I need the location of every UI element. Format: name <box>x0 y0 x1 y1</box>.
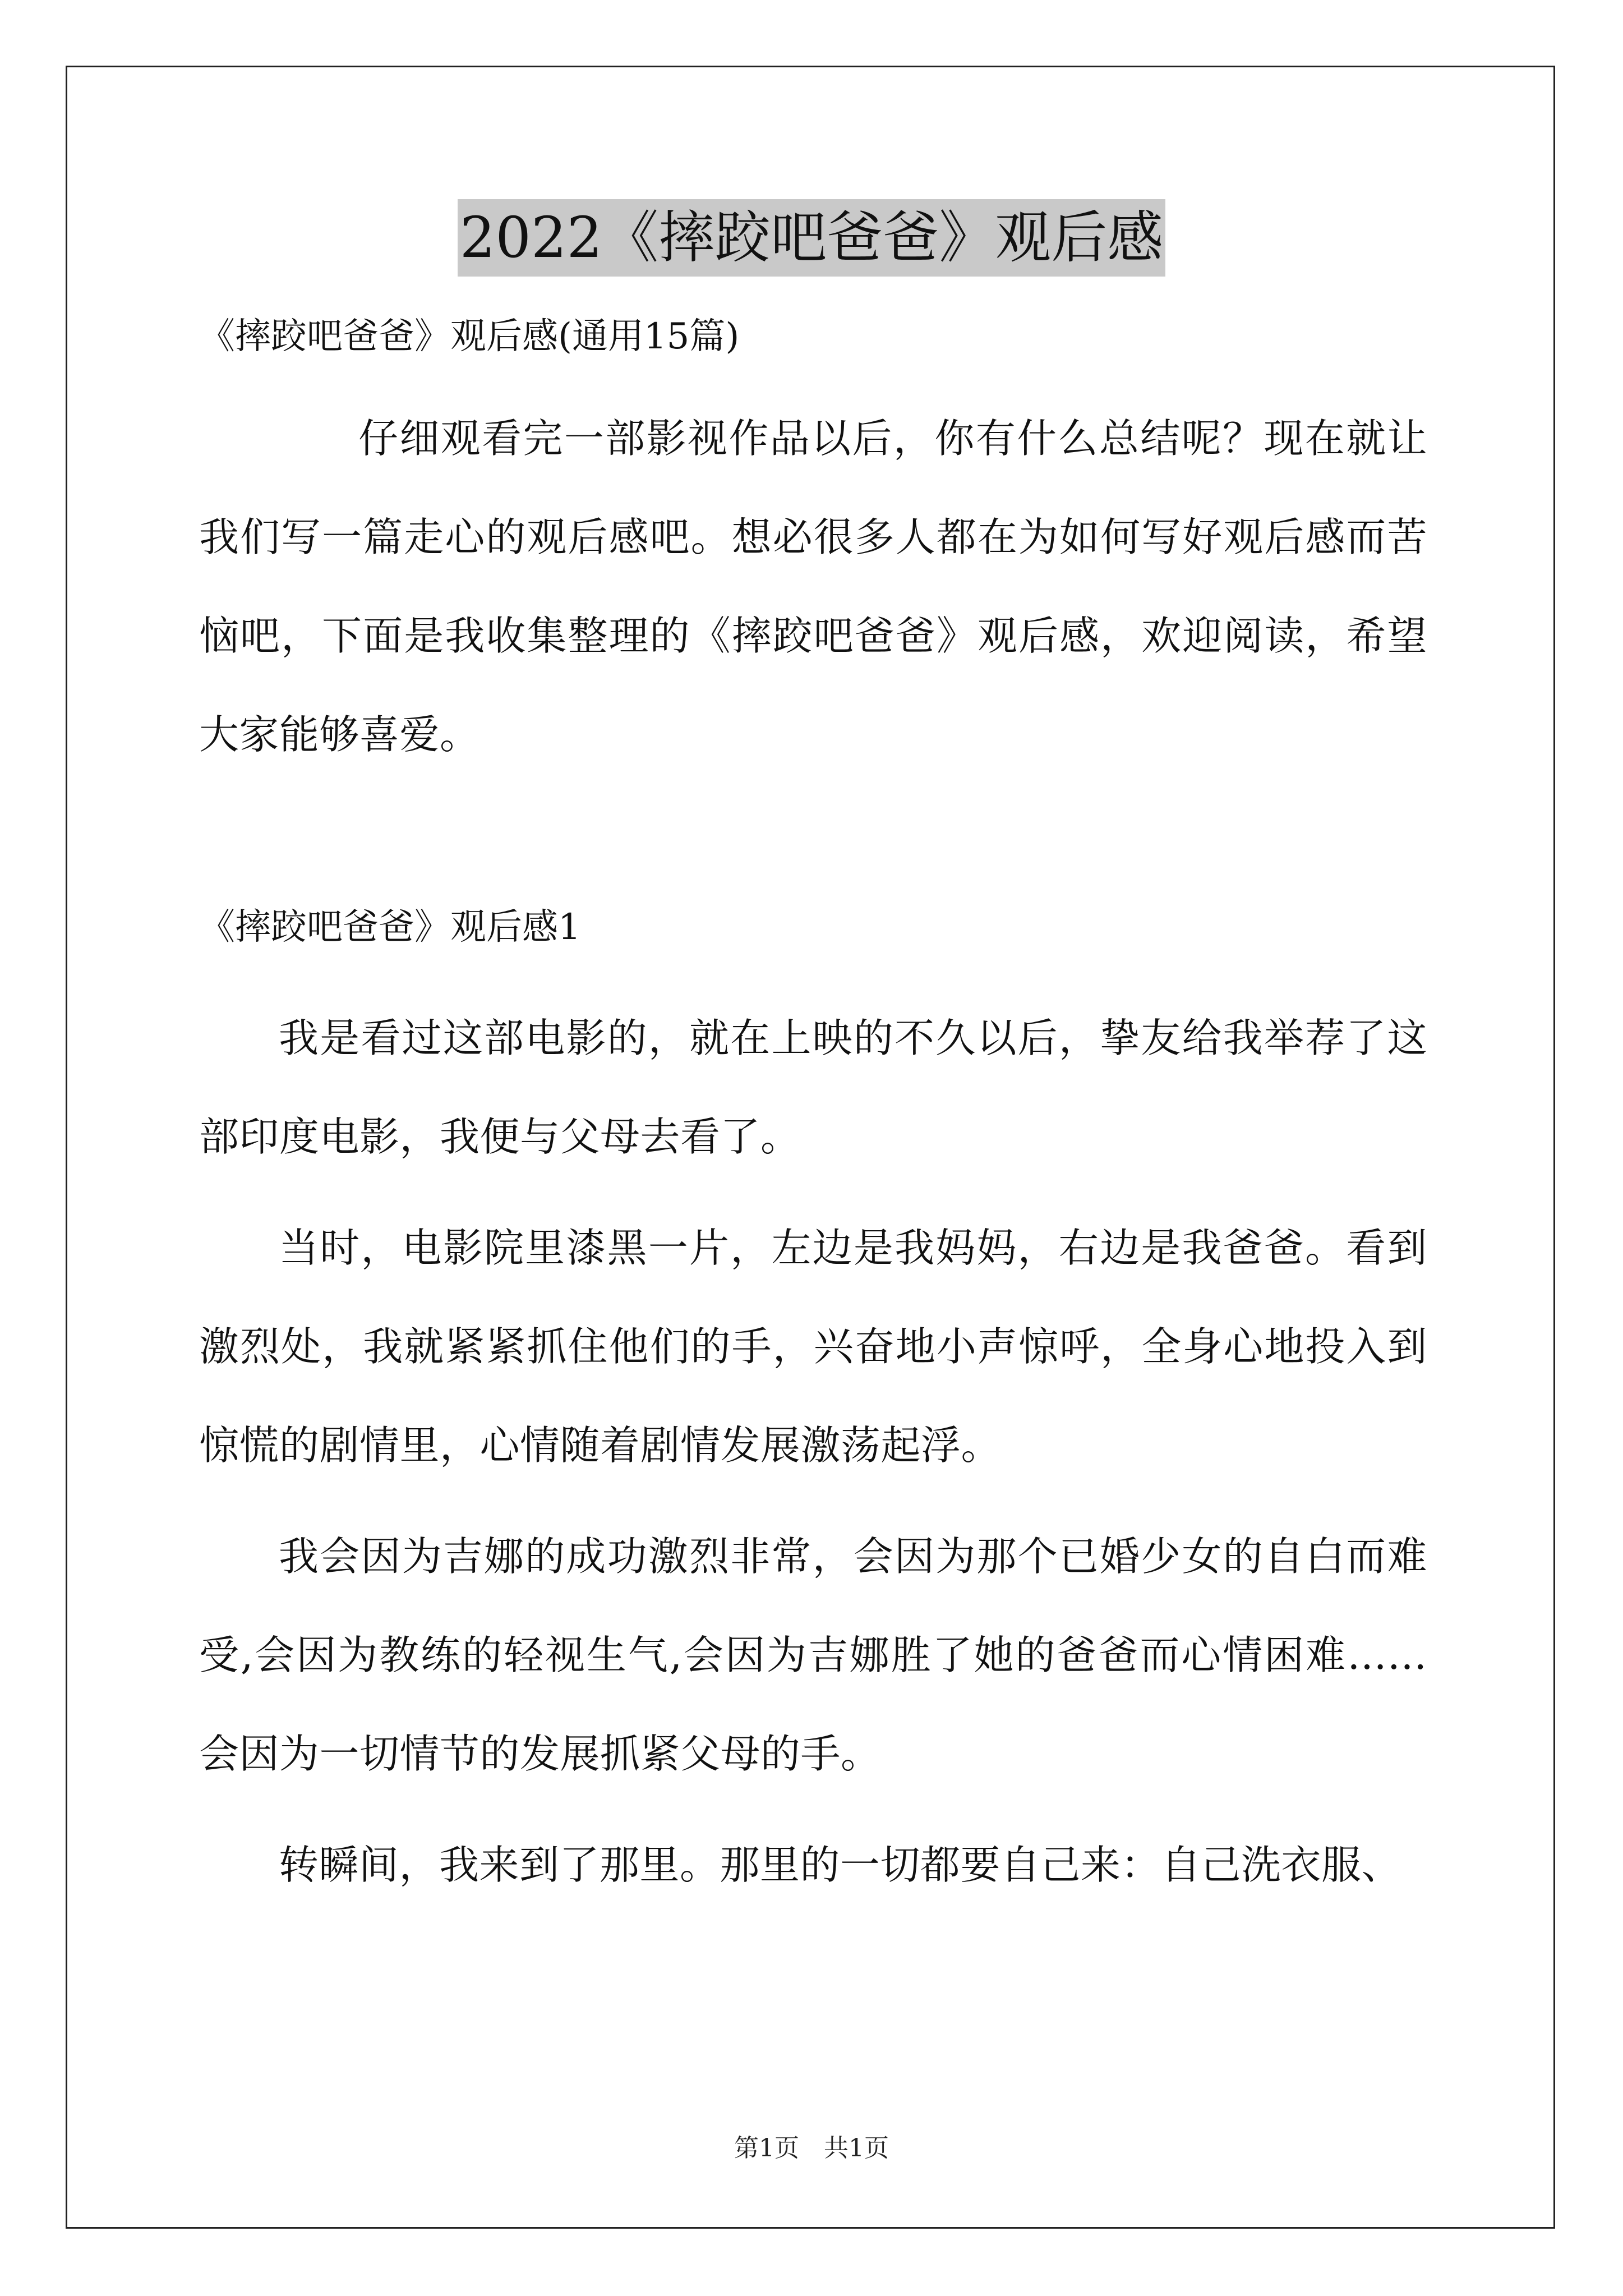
document-body <box>199 292 1427 1915</box>
document-subtitle: 《摔跤吧爸爸》观后感(通用15篇) <box>199 316 740 357</box>
intro-paragraph: 仔细观看完一部影视作品以后，你有什么总结呢？现在就让我们写一篇走心的观后感吧。想必很多人都在为如何写好观后感而苦恼吧，下面是我收集整理的《摔跤吧爸爸》观后感，欢迎阅读，希望大家能够喜爱。 <box>199 415 1427 758</box>
body-paragraph-3: 我会因为吉娜的成功激烈非常，会因为那个已婚少女的自白而难受,会因为教练的轻视生气,会因为吉娜胜了她的爸爸而心情困难……会因为一切情节的发展抓紧父母的手。 <box>199 1533 1427 1777</box>
body-paragraph-1: 我是看过这部电影的，就在上映的不久以后，挚友给我举荐了这部印度电影，我便与父母去看了。 <box>199 1015 1427 1160</box>
title-container <box>0 199 1623 277</box>
page-footer: 第1页 共1页 <box>734 2134 889 2162</box>
body-paragraph-4: 转瞬间，我来到了那里。那里的一切都要自己来：自己洗衣服、 <box>279 1842 1402 1888</box>
section-heading: 《摔跤吧爸爸》观后感1 <box>199 907 581 948</box>
body-paragraph-2: 当时，电影院里漆黑一片，左边是我妈妈，右边是我爸爸。看到激烈处，我就紧紧抓住他们的手，兴奋地小声惊呼，全身心地投入到惊慌的剧情里，心情随着剧情发展激荡起浮。 <box>199 1225 1427 1469</box>
document-title: 2022《摔跤吧爸爸》观后感 <box>458 199 1166 277</box>
